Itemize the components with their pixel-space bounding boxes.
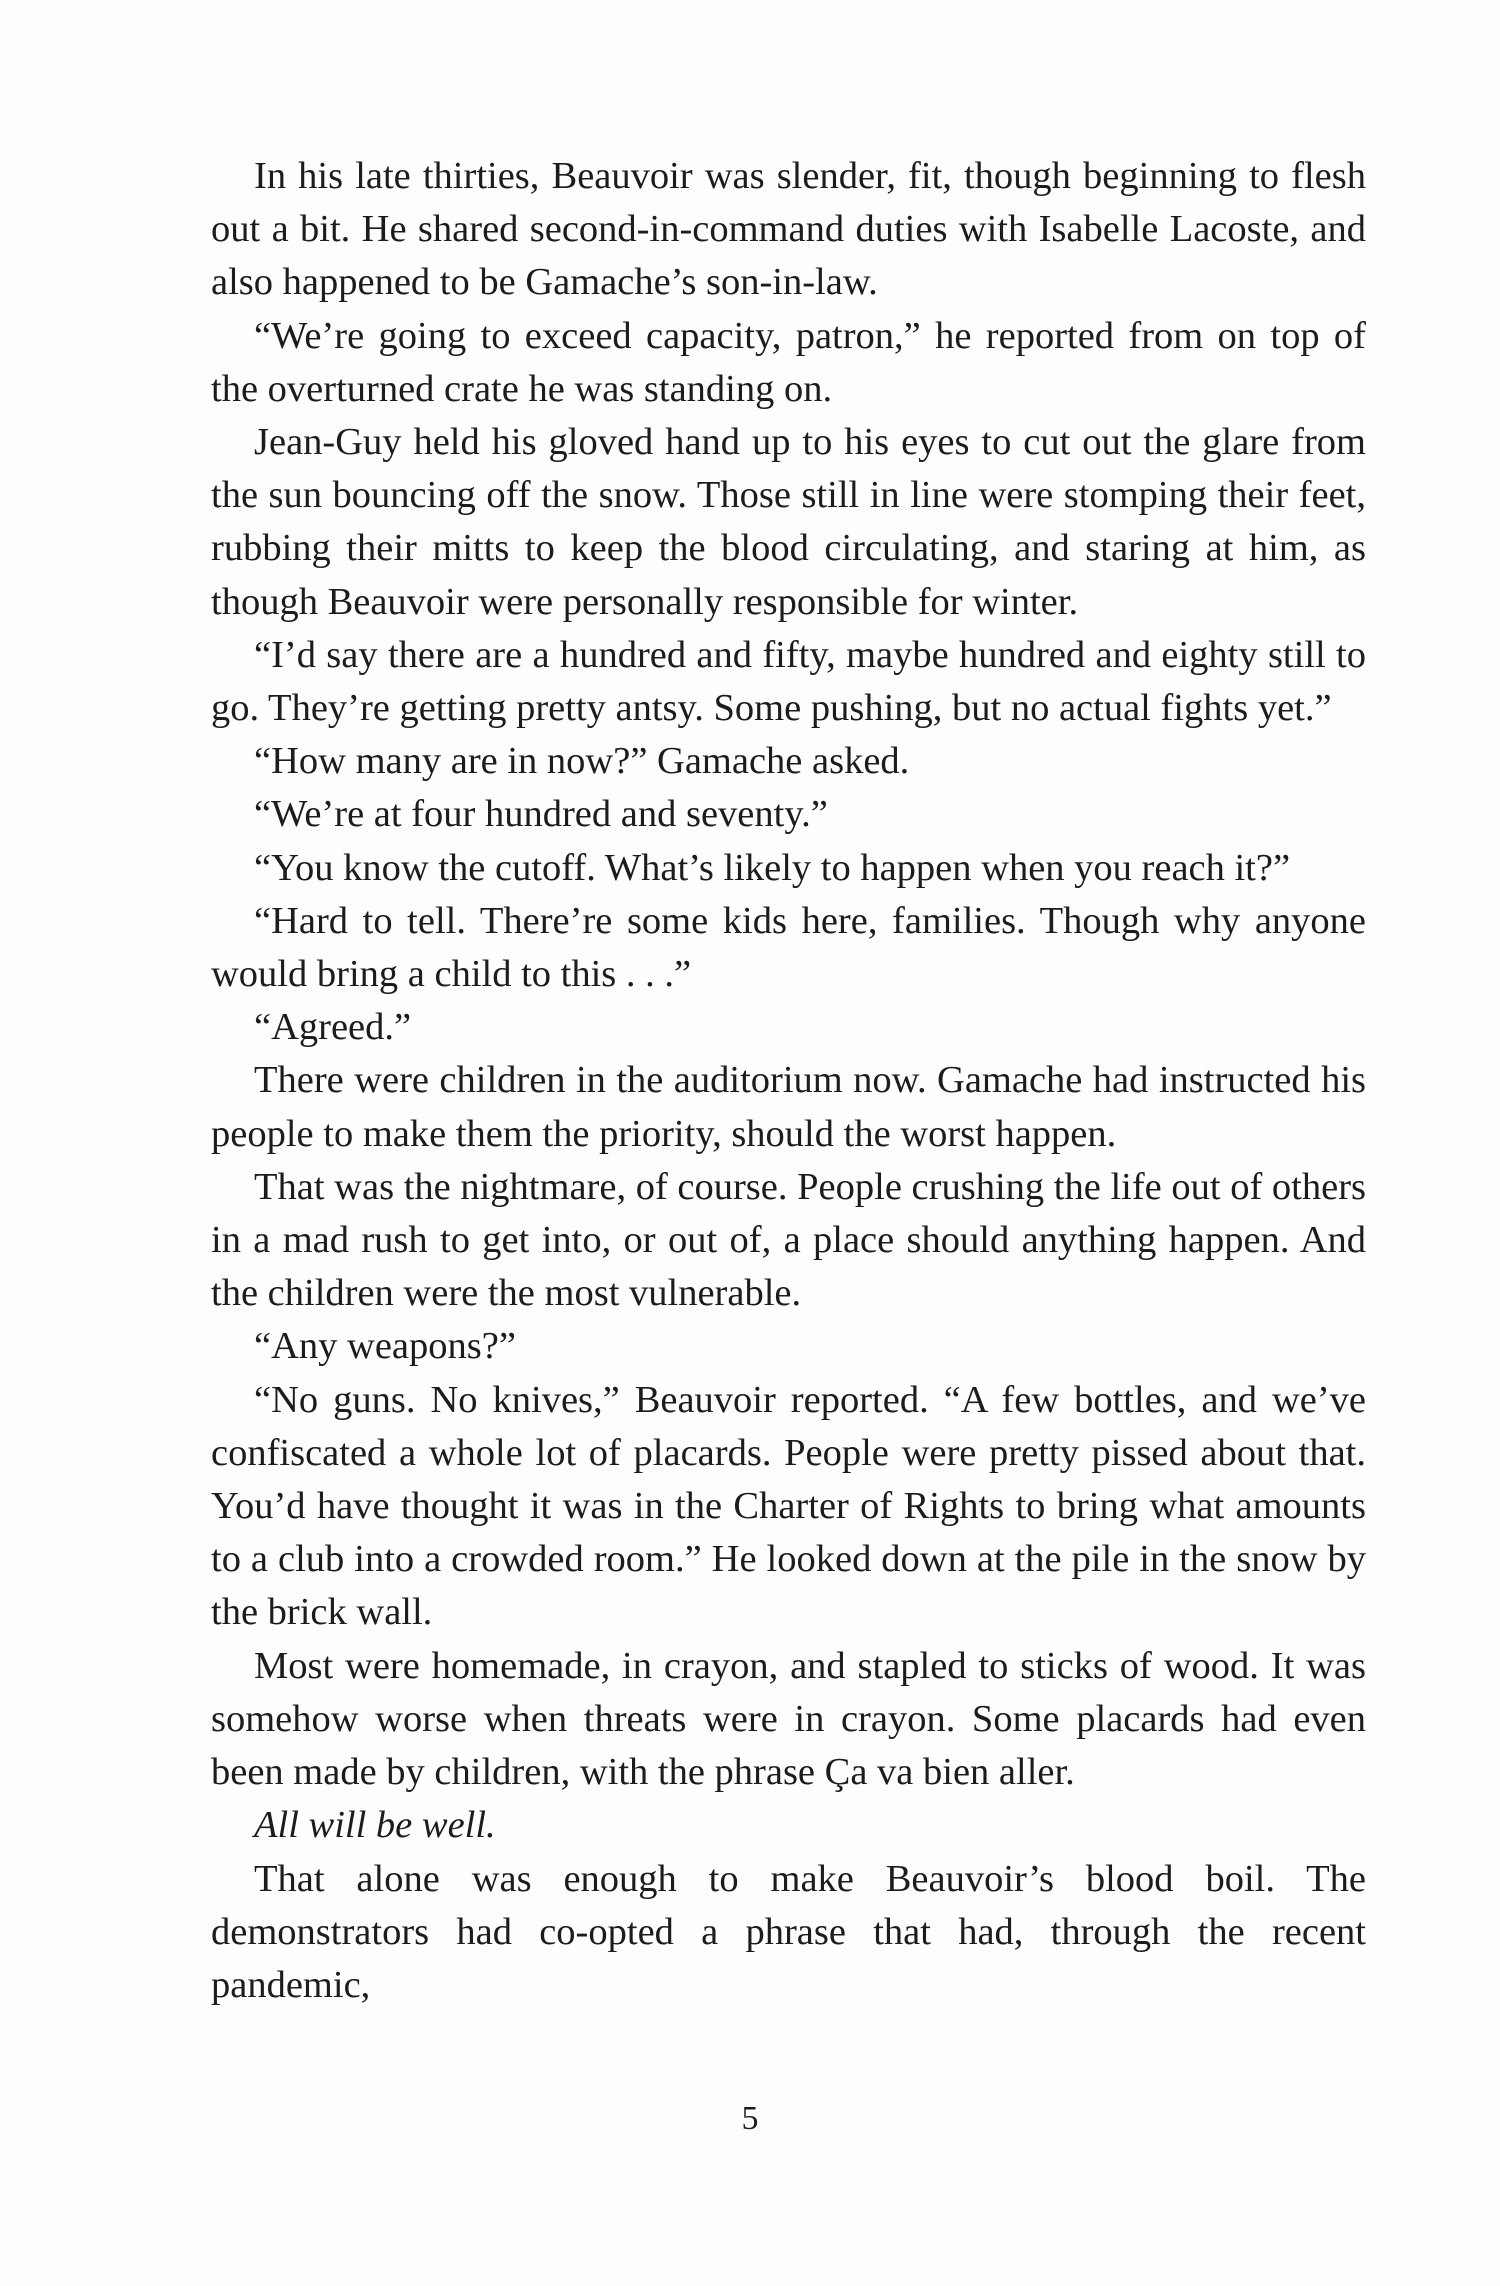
paragraph: “Hard to tell. There’re some kids here, families. Though why anyone would bring a child to this . . .” (211, 899, 1366, 996)
paragraph: “Any weapons?” (254, 1325, 516, 1368)
paragraph: “No guns. No knives,” Beauvoir reported. “A few bottles, and we’ve confiscated a whole lot of placards. People were pretty pissed about that. You’d have thought it was in the Charter of Rights to bring what amounts to a club into a crowded room.” He looked down at the pile in the snow by the brick wall. (211, 1378, 1366, 1634)
paragraph: That was the nightmare, of course. People crushing the life out of others in a mad rush to get into, or out of, a place should anything happen. And the children were the most vulnerable. (211, 1165, 1366, 1315)
paragraph: “Agreed.” (254, 1006, 412, 1049)
paragraph: In his late thirties, Beauvoir was slender, fit, though beginning to flesh out a bit. He shared second-in-command duties with Isabelle Lacoste, and also happened to be Gamache’s son-in-law. (211, 155, 1366, 304)
paragraph: There were children in the auditorium now. Gamache had instructed his people to make them the priority, should the worst happen. (211, 1059, 1366, 1155)
paragraph: That alone was enough to make Beauvoir’s blood boil. The demonstrators had co-opted a phrase that had, through the recent pandemic, (211, 1857, 1366, 2006)
page-number: 5 (741, 2100, 759, 2137)
paragraph: “How many are in now?” Gamache asked. (254, 740, 910, 783)
paragraph: Most were homemade, in crayon, and stapled to sticks of wood. It was somehow worse when threats were in crayon. Some placards had even been made by children, with the phrase Ça va bien aller. (211, 1644, 1366, 1794)
paragraph-italic: All will be well. (254, 1804, 496, 1847)
paragraph: “I’d say there are a hundred and fifty, maybe hundred and eighty still to go. They’re getting pretty antsy. Some pushing, but no actual fights yet.” (211, 633, 1366, 730)
paragraph: “We’re at four hundred and seventy.” (254, 793, 828, 836)
body-text (211, 150, 1366, 2012)
paragraph: Jean-Guy held his gloved hand up to his eyes to cut out the glare from the sun bouncing off the snow. Those still in line were stomping their feet, rubbing their mitts to keep the blood circulating, and staring at him, as though Beauvoir were personally responsible for winter. (211, 421, 1366, 623)
paragraph: “You know the cutoff. What’s likely to happen when you reach it?” (254, 846, 1291, 889)
paragraph: “We’re going to exceed capacity, patron,” he reported from on top of the overturned crate he was standing on. (211, 314, 1366, 410)
